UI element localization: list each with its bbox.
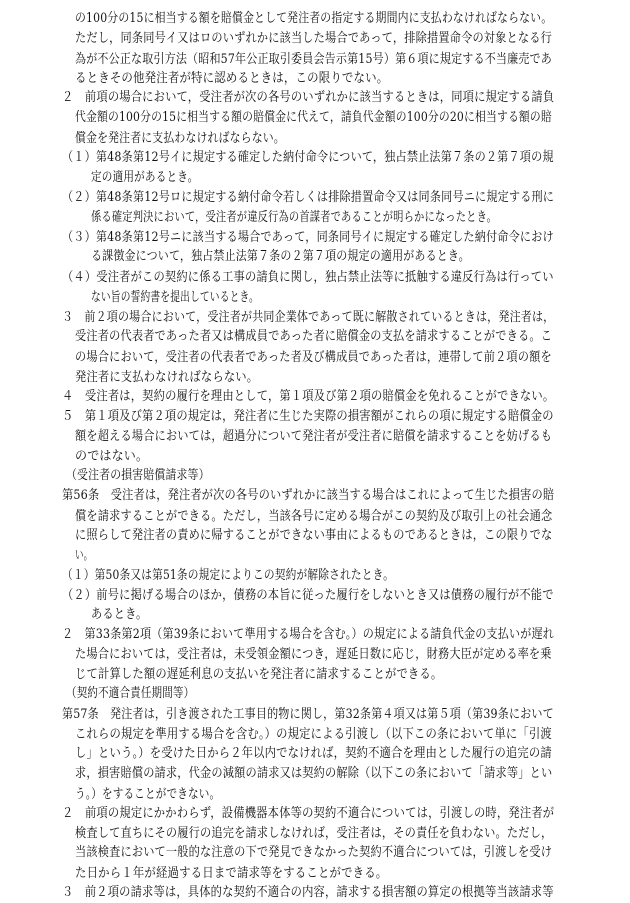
text-line: 定の適用があるとき。 bbox=[91, 170, 199, 185]
text-line: 償金を発注者に支払わなければならない。 bbox=[75, 131, 285, 146]
text-line: ３ 前２項の請求等は，具体的な契約不適合の内容，請求する損害額の算定の根拠等当該請求等 bbox=[62, 885, 554, 900]
text-line: し」という。）を受けた日から２年以内でなければ，契約不適合を理由とした履行の追完の請 bbox=[75, 746, 552, 761]
text-line: ２ 第33条第2項（第39条において準用する場合を含む。）の規定による請負代金の支払いが遅れ bbox=[62, 627, 555, 642]
text-line: 受注者の代表者であった者又は構成員であった者に賠償金の支払を請求することができる。こ bbox=[75, 329, 553, 344]
text-line: た場合においては，受注者は，未受領金額につき，遅延日数に応じ，財務大臣が定める率を乗 bbox=[75, 647, 552, 662]
text-line: （２）前号に掲げる場合のほか，債務の本旨に従った履行をしないとき又は債務の履行が不能で bbox=[62, 588, 554, 603]
text-line: じて計算した額の遅延利息の支払いを発注者に請求することができる。 bbox=[75, 667, 443, 682]
text-line: ２ 前項の場合において，受注者が次の各号のいずれかに該当するときは，同項に規定する請負 bbox=[62, 90, 555, 105]
text-line: 求，損害賠償の請求，代金の減額の請求又は契約の解除（以下この条において「請求等」とい bbox=[75, 766, 553, 781]
text-line: る課徴金について，独占禁止法第７条の２第７項の規定の適用があるとき。 bbox=[91, 249, 470, 264]
text-line: い。 bbox=[75, 548, 93, 563]
text-line: （１）第50条又は第51条の規定によりこの契約が解除されたとき。 bbox=[62, 568, 394, 583]
text-line: た日から１年が経過する日まで請求等をすることができる。 bbox=[75, 866, 388, 881]
text-line: るときその他発注者が特に認めるときは，この限りでない。 bbox=[75, 71, 389, 86]
text-line: あるとき。 bbox=[91, 607, 148, 622]
text-line: ４ 受注者は，契約の履行を理由として，第１項及び第２項の賠償金を免れることができない。 bbox=[62, 389, 555, 404]
text-line: 当該検査において一般的な注意の下で発見できなかった契約不適合については，引渡しを受け bbox=[75, 845, 553, 860]
text-line: （２）第48条第12号ロに規定する納付命令若しくは排除措置命令又は同条同号ニに規定する刑に bbox=[62, 190, 555, 205]
text-line: 償を請求することができる。ただし，当該各号に定める場合がこの契約及び取引上の社会通念 bbox=[75, 509, 553, 524]
text-line: （契約不適合責任期間等） bbox=[66, 686, 195, 701]
text-line: のではない。 bbox=[75, 449, 149, 464]
text-line: （４）受注者がこの契約に係る工事の請負に関し，独占禁止法等に抵触する違反行為は行ってい bbox=[62, 270, 554, 285]
text-line: 額を超える場合においては，超過分について発注者が受注者に賠償を請求することを妨げるも bbox=[75, 429, 553, 444]
text-line: （受注者の損害賠償請求等） bbox=[66, 468, 210, 483]
text-line: ３ 前２項の場合において，受注者が共同企業体であって既に解散されているときは，発注者は， bbox=[62, 310, 555, 325]
text-line: 代金額の100分の15に相当する額の賠償金に代えて，請負代金額の100分の20に相当する額の賠 bbox=[75, 110, 552, 125]
text-line: ２ 前項の規定にかかわらず，設備機器本体等の契約不適合については，引渡しの時，発注者が bbox=[62, 806, 555, 821]
text-line: ない旨の誓約書を提出しているとき。 bbox=[91, 290, 259, 305]
text-line: （１）第48条第12号イに規定する確定した納付命令について，独占禁止法第７条の２第７項の規 bbox=[62, 150, 554, 165]
text-line: ５ 第１項及び第２項の規定は，発注者に生じた実際の損害額がこれらの項に規定する賠償金の bbox=[62, 409, 554, 424]
text-line: に照らして発注者の責めに帰することができない事由によるものであるときは，この限りでな bbox=[75, 528, 553, 543]
text-line: 検査して直ちにその履行の追完を請求しなければ，受注者は，その責任を負わない。ただし， bbox=[75, 826, 553, 841]
text-line: 発注者に支払わなければならない。 bbox=[75, 370, 259, 385]
text-line: の100分の15に相当する額を賠償金として発注者の指定する期間内に支払わなければならない。 bbox=[75, 11, 553, 26]
text-line: 第56条 受注者は，発注者が次の各号のいずれかに該当する場合はこれによって生じた損害の賠 bbox=[62, 488, 555, 503]
text-line: の場合において，受注者の代表者であった者及び構成員であった者は，連帯して前２項の額を bbox=[75, 350, 552, 365]
text-line: これらの規定を準用する場合を含む。）の規定による引渡し（以下この条において単に「引渡 bbox=[75, 727, 552, 742]
text-line: う。）をすることができない。 bbox=[75, 787, 221, 802]
text-line: （３）第48条第12号ニに該当する場合であって，同条同号イに規定する確定した納付命令におけ bbox=[62, 230, 554, 245]
text-line: 為が不公正な取引方法（昭和57年公正取引委員会告示第15号）第６項に規定する不当廉売であ bbox=[75, 52, 552, 67]
text-line: 第57条 発注者は，引き渡された工事目的物に関し，第32条第４項又は第５項（第39条において bbox=[62, 707, 554, 722]
text-line: ただし，同条同号イ又はロのいずれかに該当した場合であって，排除措置命令の対象となる行 bbox=[75, 31, 553, 46]
text-line: 係る確定判決において，受注者が違反行為の首謀者であることが明らかになったとき。 bbox=[91, 210, 498, 225]
